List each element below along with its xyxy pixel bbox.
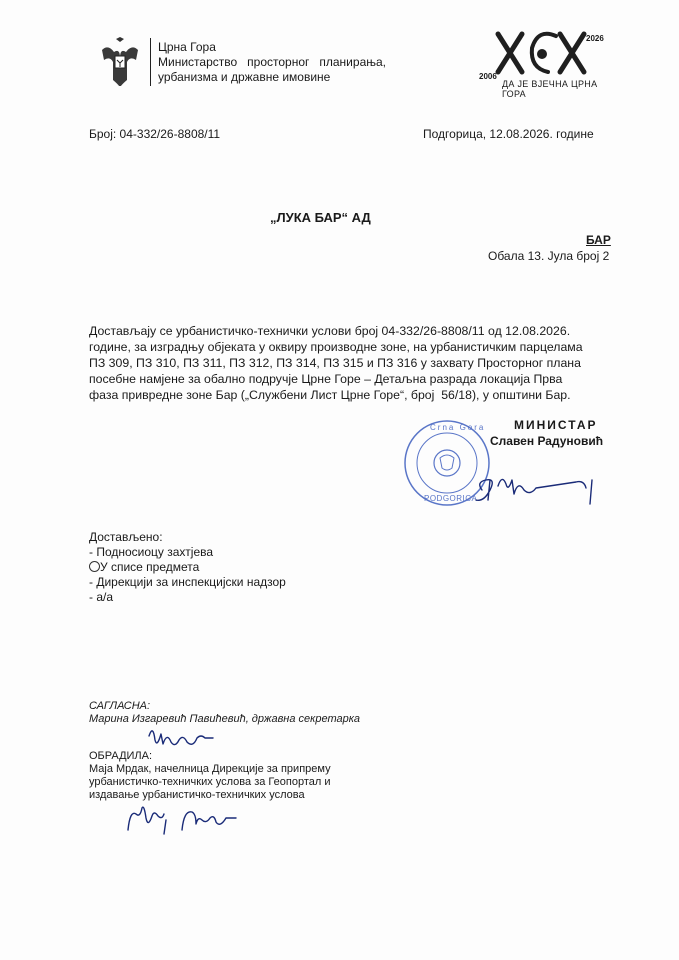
place-and-date: Подгорица, 12.08.2026. године — [423, 127, 594, 141]
body-line-3: ПЗ 309, ПЗ 310, ПЗ 311, ПЗ 312, ПЗ 314, ПЗ 315 и ПЗ 316 у захвату Просторног плана — [89, 356, 581, 370]
prepared-line-2: урбанистичко-техничких услова за Геопортал и — [89, 776, 331, 788]
approval-heading: САГЛАСНА: — [89, 700, 151, 712]
stamp-text-top: Crna Gora — [430, 423, 486, 432]
document-number: Број: 04-332/26-8808/11 — [89, 127, 221, 141]
logo-year-left: 2006 — [479, 72, 497, 81]
delivered-item: У списе предмета — [89, 560, 199, 574]
delivered-item: - Дирекцији за инспекцијски надзор — [89, 575, 286, 589]
header-divider — [150, 38, 151, 86]
anniversary-logo — [476, 28, 611, 99]
signatory-name: Славен Радуновић — [490, 434, 604, 448]
stamp-text-bottom: PODGORICA — [424, 494, 478, 503]
logo-year-right: 2026 — [586, 34, 604, 43]
approval-signature — [145, 722, 225, 748]
delivered-heading: Достављено: — [89, 530, 163, 544]
logo-motto: ДА ЈЕ ВЈЕЧНА ЦРНА ГОРА — [502, 79, 598, 99]
org-name-line3: урбанизма и државне имовине — [158, 70, 331, 84]
prepared-heading: ОБРАДИЛА: — [89, 750, 153, 762]
delivered-item: - а/а — [89, 590, 114, 604]
recipient-name: „ЛУКА БАР“ АД — [270, 210, 371, 225]
prepared-line-3: издавање урбанистичко-техничких услова — [89, 789, 305, 801]
coat-of-arms-icon — [98, 36, 142, 86]
handwritten-check-circle-icon — [89, 561, 100, 572]
body-line-5: фаза привредне зоне Бар („Службени Лист Црне Горе“, број 56/18), у општини Бар. — [89, 388, 571, 402]
prepared-line-1: Маја Мрдак, начелница Дирекције за припрему — [89, 763, 331, 775]
delivered-item: - Подносиоцу захтјева — [89, 545, 214, 559]
org-name-line2: Министарство просторног планирања, — [158, 55, 386, 69]
org-name-line1: Црна Гора — [158, 40, 216, 54]
body-line-2: године, за изградњу објеката у оквиру производне зоне, на урбанистичким парцелама — [89, 340, 583, 354]
body-line-1: Достављају се урбанистичко-технички услови број 04-332/26-8808/11 од 12.08.2026. — [89, 324, 571, 338]
body-line-4: посебне намјене за обално подручје Црне Горе – Детаљна разрада локација Прва — [89, 372, 563, 386]
recipient-address: Обала 13. Јула број 2 — [488, 249, 610, 263]
recipient-city: БАР — [586, 233, 611, 247]
approval-text: Марина Изгаревић Павићевић, државна секретарка — [89, 713, 361, 725]
minister-signature — [468, 460, 618, 510]
signatory-title: МИНИСТАР — [514, 418, 598, 432]
prepared-signature — [122, 800, 262, 840]
